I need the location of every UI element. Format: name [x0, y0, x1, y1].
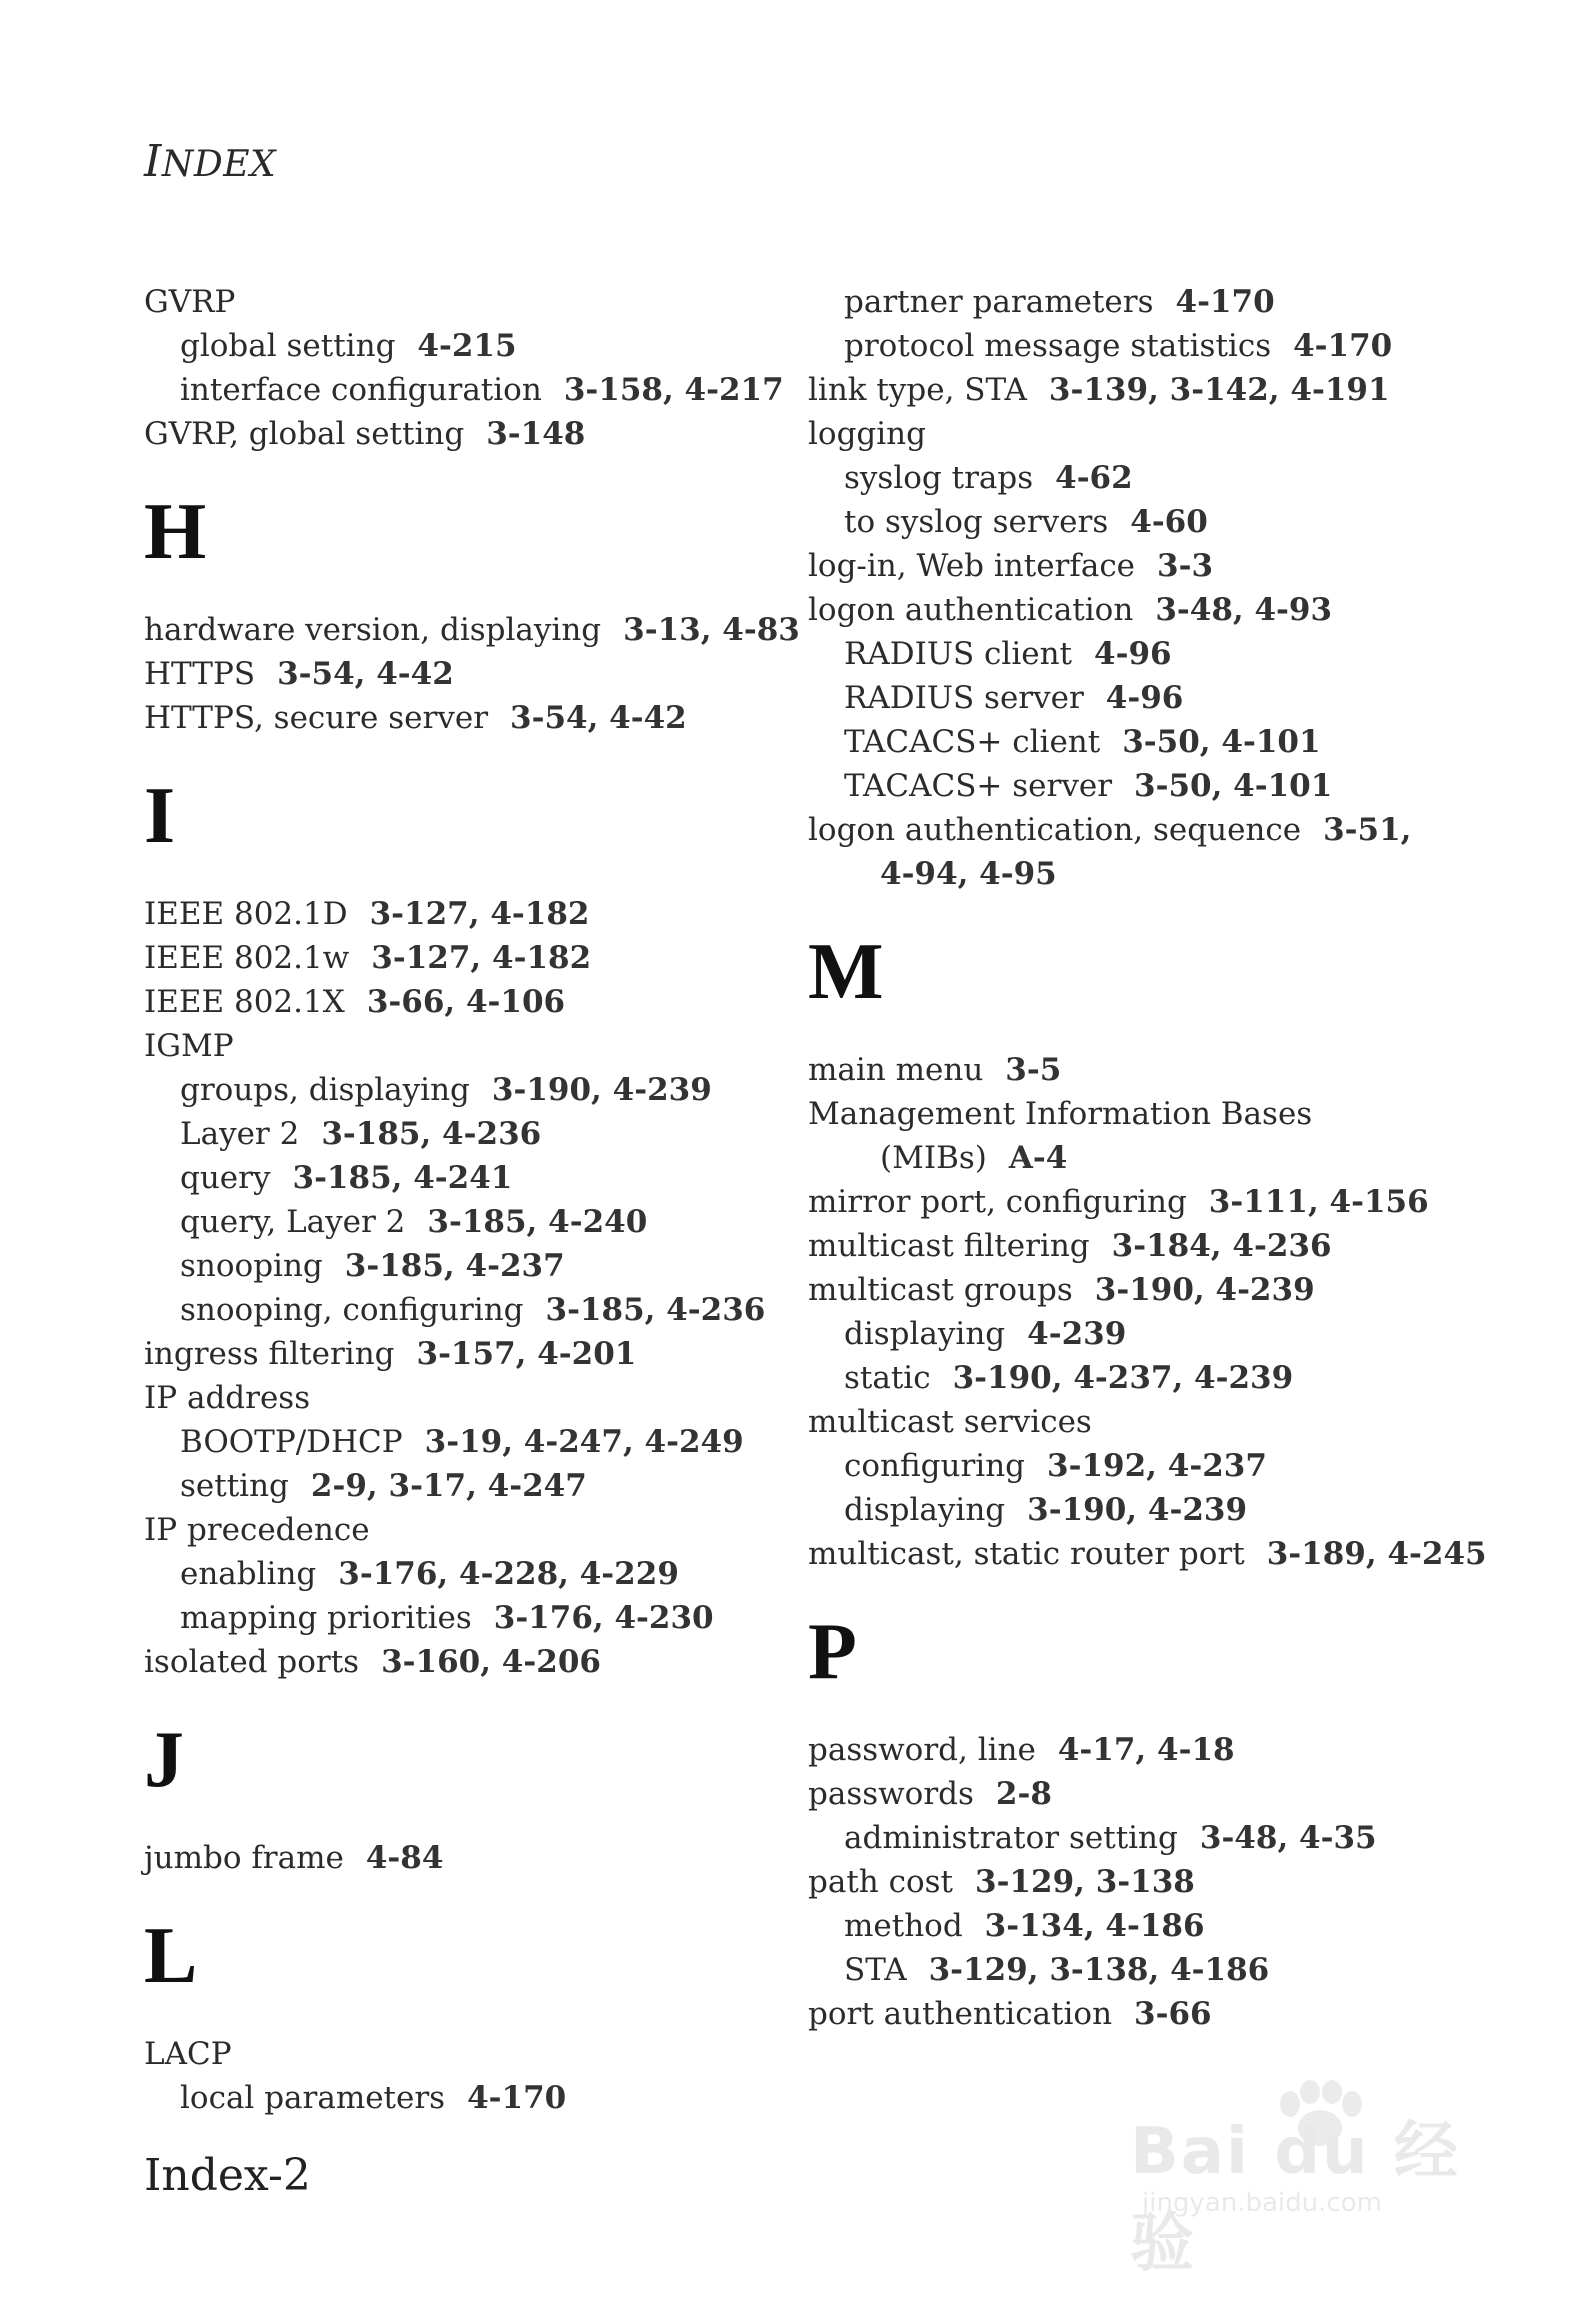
index-term: link type, STA	[808, 372, 1027, 408]
index-page-refs: 3-127, 4-182	[369, 896, 590, 932]
index-page-refs: 3-134, 4-186	[984, 1908, 1205, 1944]
index-page-refs: 3-19, 4-247, 4-249	[424, 1424, 744, 1460]
index-page-refs: 3-66	[1134, 1996, 1212, 2032]
index-term: TACACS+ client	[844, 724, 1101, 760]
index-page-refs: 3-157, 4-201	[416, 1336, 637, 1372]
index-entry	[144, 1640, 804, 1684]
index-entry	[144, 2076, 804, 2120]
index-term: query, Layer 2	[180, 1204, 406, 1240]
index-entry	[144, 696, 804, 740]
index-term: interface configuration	[180, 372, 542, 408]
index-term: IEEE 802.1X	[144, 984, 345, 1020]
index-term: logging	[808, 416, 926, 452]
index-term: enabling	[180, 1556, 317, 1592]
index-entry	[808, 1048, 1468, 1092]
watermark-url: jingyan.baidu.com	[1142, 2188, 1382, 2218]
index-entry	[144, 892, 804, 936]
index-page-refs: 3-127, 4-182	[371, 940, 592, 976]
index-entry	[808, 1444, 1468, 1488]
index-page-refs: 4-170	[1175, 284, 1275, 320]
index-page-refs: 3-50, 4-101	[1134, 768, 1333, 804]
index-page-refs: 3-160, 4-206	[381, 1644, 601, 1680]
index-entry	[808, 764, 1468, 808]
index-term: main menu	[808, 1052, 984, 1088]
section-letter: P	[808, 1608, 857, 1696]
index-term: mapping priorities	[180, 1600, 472, 1636]
index-page-refs: 4-96	[1105, 680, 1184, 716]
index-entry	[808, 1180, 1468, 1224]
index-term: HTTPS	[144, 656, 256, 692]
index-term: ingress filtering	[144, 1336, 395, 1372]
index-term: local parameters	[180, 2080, 446, 2116]
index-entry	[808, 456, 1468, 500]
index-page-refs: 4-94, 4-95	[880, 856, 1057, 892]
index-entry	[144, 1508, 804, 1552]
index-page-refs: 3-148	[486, 416, 586, 452]
index-entry	[808, 1904, 1468, 1948]
index-entry	[144, 1200, 804, 1244]
index-page-refs: 3-48, 4-35	[1199, 1820, 1377, 1856]
index-term: RADIUS client	[844, 636, 1073, 672]
index-page-refs: 3-185, 4-241	[292, 1160, 513, 1196]
index-term: snooping	[180, 1248, 323, 1284]
index-term: logon authentication, sequence	[808, 812, 1302, 848]
page-number: Index-2	[144, 2150, 311, 2201]
index-entry	[144, 324, 804, 368]
index-page-refs: 3-13, 4-83	[623, 612, 800, 648]
index-entry	[144, 1112, 804, 1156]
index-term: RADIUS server	[844, 680, 1084, 716]
index-term: setting	[180, 1468, 289, 1504]
index-page-refs: 3-54, 4-42	[277, 656, 454, 692]
index-entry	[808, 852, 1468, 896]
index-term: to syslog servers	[844, 504, 1109, 540]
index-entry	[808, 368, 1468, 412]
index-page-refs: 4-170	[467, 2080, 567, 2116]
index-page-refs: 3-192, 4-237	[1047, 1448, 1267, 1484]
index-term: multicast services	[808, 1404, 1092, 1440]
index-page-refs: 3-129, 3-138	[975, 1864, 1195, 1900]
index-term: multicast, static router port	[808, 1536, 1245, 1572]
index-term: multicast filtering	[808, 1228, 1090, 1264]
watermark-brand: Bai du 经验	[1130, 2115, 1460, 2281]
index-entry	[808, 1860, 1468, 1904]
section-letter: L	[144, 1912, 198, 2000]
index-term: method	[844, 1908, 963, 1944]
index-page-refs: 3-185, 4-237	[344, 1248, 565, 1284]
index-term: STA	[844, 1952, 907, 1988]
index-page-refs: 3-51,	[1323, 812, 1412, 848]
index-entry	[144, 368, 804, 412]
index-page-refs: 3-176, 4-228, 4-229	[338, 1556, 679, 1592]
index-entry	[808, 676, 1468, 720]
index-page-refs: 3-184, 4-236	[1111, 1228, 1332, 1264]
index-entry	[808, 1948, 1468, 1992]
index-term: logon authentication	[808, 592, 1134, 628]
index-page-refs: 4-84	[365, 1840, 444, 1876]
index-entry	[808, 632, 1468, 676]
index-entry	[144, 412, 804, 456]
index-entry	[144, 1836, 804, 1880]
index-term: passwords	[808, 1776, 974, 1812]
header-rest: NDEX	[161, 144, 277, 185]
index-page-refs: 4-170	[1293, 328, 1393, 364]
index-entry	[144, 1376, 804, 1420]
index-page-refs: 4-96	[1094, 636, 1172, 672]
index-page-refs: 4-60	[1130, 504, 1208, 540]
index-term: configuring	[844, 1448, 1026, 1484]
index-entry	[808, 1488, 1468, 1532]
section-letter: H	[144, 488, 207, 576]
index-term: jumbo frame	[144, 1840, 344, 1876]
index-entry	[144, 280, 804, 324]
index-page-refs: 3-111, 4-156	[1208, 1184, 1429, 1220]
index-entry	[808, 324, 1468, 368]
index-term: administrator setting	[844, 1820, 1178, 1856]
index-term: GVRP	[144, 284, 236, 320]
index-page-refs: 3-190, 4-239	[1094, 1272, 1315, 1308]
section-letter: J	[144, 1716, 184, 1804]
index-page-refs: 3-158, 4-217	[563, 372, 784, 408]
index-term: IEEE 802.1w	[144, 940, 350, 976]
index-entry	[808, 808, 1468, 852]
index-column-left	[144, 280, 804, 2120]
index-term: isolated ports	[144, 1644, 360, 1680]
index-term: IGMP	[144, 1028, 234, 1064]
index-entry	[808, 1992, 1468, 2036]
index-entry	[808, 1400, 1468, 1444]
index-term: password, line	[808, 1732, 1036, 1768]
index-entry	[144, 652, 804, 696]
index-entry	[144, 608, 804, 652]
index-page-refs: 3-129, 3-138, 4-186	[928, 1952, 1270, 1988]
index-term: mirror port, configuring	[808, 1184, 1187, 1220]
index-entry	[808, 280, 1468, 324]
header-initial: I	[144, 136, 162, 187]
index-entry	[144, 1596, 804, 1640]
index-entry	[144, 2032, 804, 2076]
index-page-refs: 2-8	[995, 1776, 1052, 1812]
index-term: HTTPS, secure server	[144, 700, 489, 736]
index-term: groups, displaying	[180, 1072, 470, 1108]
index-page-refs: 3-185, 4-236	[321, 1116, 542, 1152]
index-page-refs: 3-189, 4-245	[1266, 1536, 1487, 1572]
index-entry	[808, 588, 1468, 632]
index-term: port authentication	[808, 1996, 1113, 2032]
index-page-refs: 3-190, 4-237, 4-239	[952, 1360, 1294, 1396]
index-entry	[144, 980, 804, 1024]
index-term: LACP	[144, 2036, 232, 2072]
index-entry	[808, 1312, 1468, 1356]
index-page-refs: 3-176, 4-230	[493, 1600, 714, 1636]
index-term: hardware version, displaying	[144, 612, 602, 648]
index-term: displaying	[844, 1492, 1006, 1528]
index-term: Layer 2	[180, 1116, 300, 1152]
index-entry	[808, 1816, 1468, 1860]
index-page-refs: 4-62	[1055, 460, 1133, 496]
index-term: query	[180, 1160, 271, 1196]
index-entry	[808, 1224, 1468, 1268]
index-entry	[808, 544, 1468, 588]
index-entry	[808, 720, 1468, 764]
index-page-refs: 3-54, 4-42	[510, 700, 687, 736]
index-page-refs: 2-9, 3-17, 4-247	[310, 1468, 587, 1504]
index-page-refs: 3-185, 4-236	[545, 1292, 766, 1328]
section-letter: M	[808, 928, 884, 1016]
index-term: Management Information Bases	[808, 1096, 1313, 1132]
index-term: BOOTP/DHCP	[180, 1424, 403, 1460]
index-entry	[808, 1268, 1468, 1312]
index-page-refs: 3-190, 4-239	[491, 1072, 712, 1108]
index-entry	[808, 1136, 1468, 1180]
index-term: static	[844, 1360, 931, 1396]
index-entry	[144, 1420, 804, 1464]
index-entry	[144, 1288, 804, 1332]
index-entry	[144, 1244, 804, 1288]
index-entry	[808, 1532, 1487, 1576]
index-page-refs: 3-5	[1005, 1052, 1062, 1088]
section-letter: I	[144, 772, 176, 860]
index-page-refs: 3-185, 4-240	[427, 1204, 648, 1240]
index-entry	[808, 1772, 1468, 1816]
index-entry	[144, 1552, 804, 1596]
index-term: IP precedence	[144, 1512, 370, 1548]
index-page-refs: 4-239	[1027, 1316, 1127, 1352]
index-page-refs: 3-66, 4-106	[366, 984, 566, 1020]
index-term: path cost	[808, 1864, 953, 1900]
page-header	[144, 136, 276, 187]
index-term: syslog traps	[844, 460, 1034, 496]
index-page-refs: 4-17, 4-18	[1057, 1732, 1235, 1768]
index-term: partner parameters	[844, 284, 1154, 320]
index-term: protocol message statistics	[844, 328, 1272, 364]
index-term: global setting	[180, 328, 396, 364]
index-page-refs: 3-48, 4-93	[1155, 592, 1333, 628]
index-term: (MIBs)	[880, 1140, 987, 1176]
index-entry	[144, 1464, 804, 1508]
index-entry	[144, 1068, 804, 1112]
index-column-right	[808, 280, 1487, 2036]
index-term: snooping, configuring	[180, 1292, 524, 1328]
index-term: IP address	[144, 1380, 311, 1416]
index-page-refs: A-4	[1008, 1140, 1068, 1176]
index-term: multicast groups	[808, 1272, 1073, 1308]
index-entry	[144, 936, 804, 980]
index-page-refs: 3-139, 3-142, 4-191	[1048, 372, 1390, 408]
index-page-refs: 4-215	[417, 328, 517, 364]
index-term: TACACS+ server	[844, 768, 1113, 804]
baidu-watermark	[1130, 2080, 1490, 2281]
index-entry	[808, 412, 1468, 456]
index-term: displaying	[844, 1316, 1006, 1352]
index-entry	[808, 1728, 1468, 1772]
index-page-refs: 3-3	[1157, 548, 1214, 584]
index-entry	[144, 1332, 804, 1376]
index-entry	[808, 500, 1468, 544]
index-term: log-in, Web interface	[808, 548, 1136, 584]
index-page-refs: 3-190, 4-239	[1027, 1492, 1248, 1528]
index-term: IEEE 802.1D	[144, 896, 348, 932]
index-entry	[144, 1024, 804, 1068]
index-term: GVRP, global setting	[144, 416, 465, 452]
index-entry	[144, 1156, 804, 1200]
index-entry	[808, 1356, 1468, 1400]
index-page-refs: 3-50, 4-101	[1122, 724, 1321, 760]
index-entry	[808, 1092, 1468, 1136]
